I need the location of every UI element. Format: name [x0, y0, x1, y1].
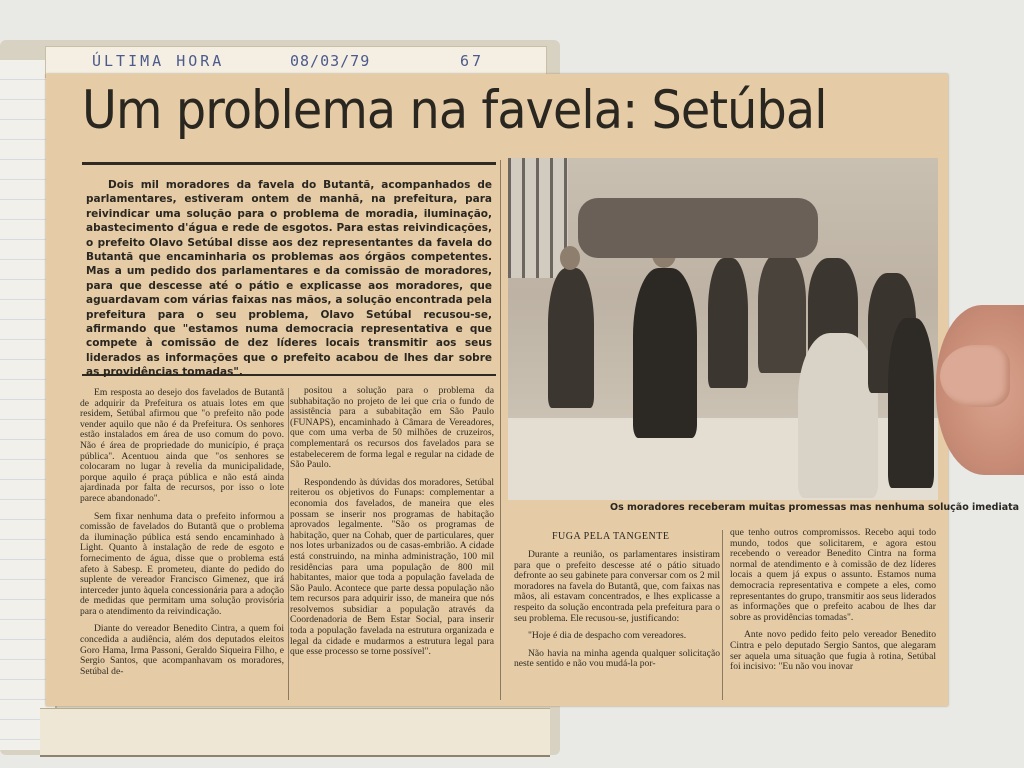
column-2-paragraph: positou a solução para o problema da subhabitação no projeto de lei que cria o fundo de assistência para a subabitação em São Paulo (FUNAPS), encaminhado à Câmara de Vereadores, que com uma verba de 50 milhões de cruzeiros, complementará os recursos dos favelados para se estabelecerem de forma legal e regular na cidade de São Paulo. [290, 385, 494, 471]
column-2-paragraph: Respondendo às dúvidas dos moradores, Setúbal reiterou os objetivos do Funaps: complementar a economia dos favelados, de maneira que eles possam se inserir nos programas de habitação aprovados legalmente. "São os programas de habitação, quer na Cohab, quer de particulares, quer nos lotes urbanizados ou de casas-embrião. A cidade está construindo, na minha administração, 100 mil residências para uma população de 800 mil habitantes, maior que toda a população favelada de São Paulo. Acontece que parte dessa população não tem recursos para adquirir isso, de maneira que nós resolvemos subsidiar a população através da Coordenadoria de Bem Estar Social, para inserir toda a população favelada na estrutura organizada e legal da cidade e mudarmos a estrutura legal para que esse processo se torne possível". [290, 476, 494, 658]
photo-figure-head [560, 246, 580, 270]
column-1-paragraph: Sem fixar nenhuma data o prefeito informou a comissão de favelados do Butantã que o problema da iluminação pública está sendo encaminhado à Light. Quanto à instalação de rede de esgoto e fornecimento de água, disse que o problema está afeto à Sabesp. E prometeu, diante do pedido do suplente de vereador Francisco Gimenez, que irá interceder junto àquela concessionária para a adoção de medidas que permitam uma solução provisória para o atendimento da reivindicação. [80, 510, 284, 617]
column-1-paragraph: Diante do vereador Benedito Cintra, a quem foi concedida a audiência, além dos deputados eleitos Goro Hama, Irma Passoni, Geraldo Siqueira Filho, e Sergio Santos, que acompanhavam os moradores, Setúbal de- [80, 623, 284, 677]
photo-figure [708, 258, 748, 388]
photo-crowd [578, 198, 818, 258]
column-divider-2 [500, 160, 501, 700]
column-divider [288, 388, 289, 700]
section-subhead: FUGA PELA TANGENTE [552, 531, 670, 542]
photo-caption: Os moradores receberam muitas promessas mas nenhuma solução imediata [610, 502, 1020, 513]
source-note: ÚLTIMA HORA [92, 52, 225, 70]
column-4-paragraph: Ante novo pedido feito pelo vereador Benedito Cintra e pelo deputado Sergio Santos, que alegaram ser aquela uma situação que fugia à rotina, Setúbal foi incisivo: "Eu não vou inovar [730, 629, 936, 673]
photo-figure [548, 268, 594, 408]
article-lead-paragraph: Dois mil moradores da favela do Butantã, acompanhados de parlamentares, estiveram ontem de manhã, na prefeitura, para reivindicar uma solução para o problema de moradia, iluminação, abastecimento d'água e rede de esgotos. Para estas reivindicações, o prefeito Olavo Setúbal disse aos dez representantes da favela do Butantã que encaminharia os problemas aos órgãos competentes. Mas a um pedido dos parlamentares e da comissão de moradores, para que descesse até o pátio e explicasse aos moradores, que aguardavam com várias faixas nas mãos, a solução encontrada pela prefeitura para o seu problema, Olavo Setúbal recusou-se, afirmando que "estamos numa democracia representativa e que compete à comissão de dez líderes locais transmitir aos seus liderados as informações que o prefeito acabou de lhes dar sobre as providências tomadas". [86, 179, 492, 379]
date-note: 08/03/79 [290, 52, 371, 70]
photo-wall-grille [508, 158, 568, 278]
article-column-3 [514, 550, 720, 677]
article-column-2 [290, 386, 494, 665]
column-3-paragraph: Durante a reunião, os parlamentares insistiram para que o prefeito descesse até o pátio situado defronte ao seu gabinete para conversar com os 2 mil moradores na favela do Butantã, que, com faixas nas mãos, ali estavam concentrados, e lhes explicasse a respeito da solução encontrada pela prefeitura para o seu problema. Ele recusou-se, justificando: [514, 549, 720, 624]
scrapbook-page-stack [40, 708, 550, 757]
column-3-paragraph: "Hoje é dia de despacho com vereadores. [528, 630, 687, 642]
column-3-paragraph: Não havia na minha agenda qualquer solicitação neste sentido e não vou mudá-la por- [514, 647, 720, 670]
article-column-1 [80, 388, 284, 684]
photo-figure [888, 318, 934, 488]
photo-figure-foreground [798, 333, 878, 498]
page-number-note: 67 [460, 52, 485, 70]
headline-rule [82, 162, 496, 165]
photo-figure [633, 268, 697, 438]
column-1-paragraph: Em resposta ao desejo dos favelados de Butantã de adquirir da Prefeitura os atuais lotes em que residem, Setúbal afirmou que "o prefeito não pode vender aquilo que não é da Prefeitura. Os senhores estão instalados em área de uso comum do povo. Não é área de propriedade do município, é praça pública". Acentuou ainda que "os senhores se colocaram no lugar à revelia da municipalidade, porque aquilo é praça pública e não está ainda ajardinada por falta de recursos, por isso o lote parece abandonado". [80, 387, 284, 504]
column-divider-3 [722, 530, 723, 700]
article-headline: Um problema na favela: Setúbal [82, 80, 827, 141]
column-4-paragraph: que tenho outros compromissos. Recebo aqui todo mundo, todos que solicitarem, e agora estou recebendo o vereador Benedito Cintra na forma normal de atendimento e à comissão de dez líderes locais a quem já expus o assunto. Estamos numa democracia representativa e compete a eles, como representantes do grupo, transmitir aos seus liderados as informações que o prefeito acabou de lhes dar sobre as providências tomadas". [730, 527, 936, 623]
article-photo [508, 158, 938, 500]
holding-thumb [940, 345, 1010, 407]
photo-figure [758, 253, 806, 373]
article-column-4 [730, 528, 936, 680]
